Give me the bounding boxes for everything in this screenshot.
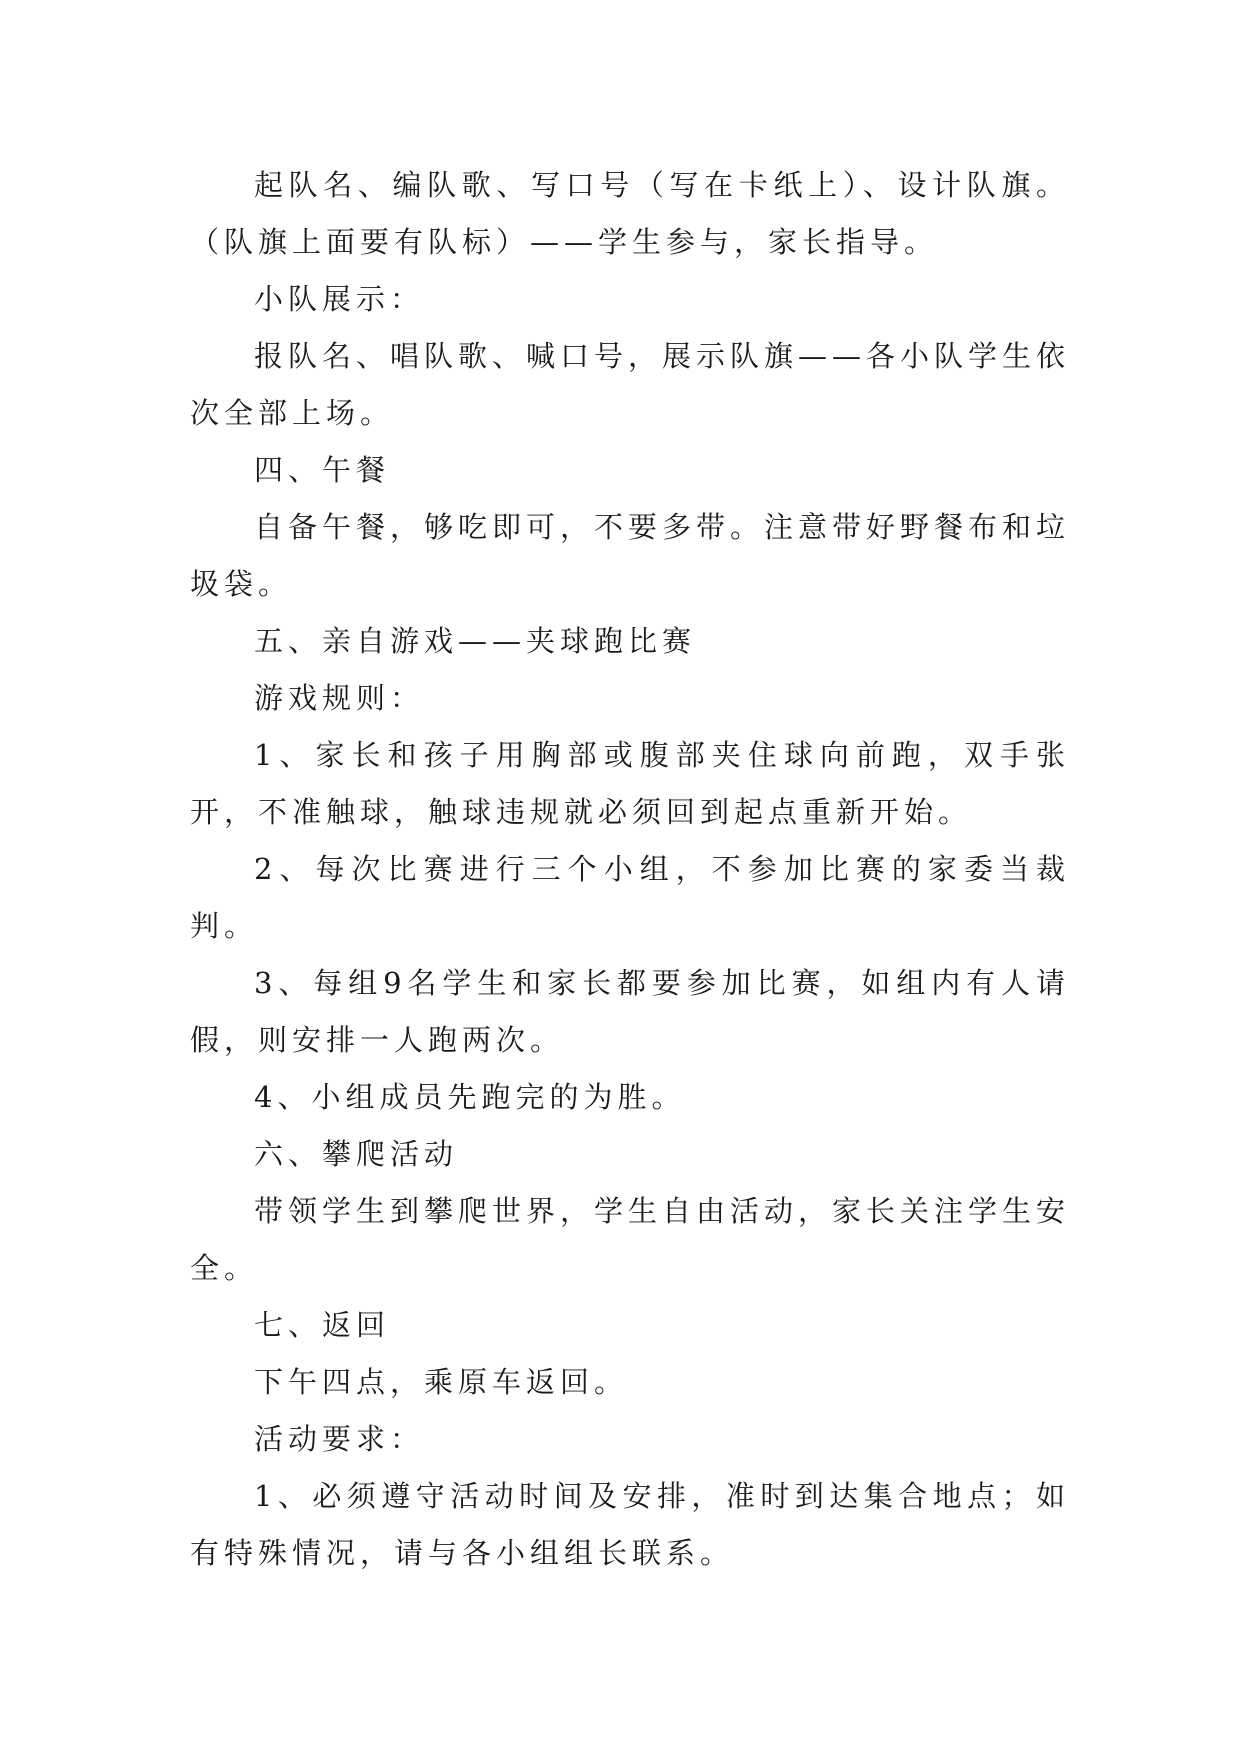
paragraph-requirement-1: 1、必须遵守活动时间及安排，准时到达集合地点；如有特殊情况，请与各小组组长联系。 (190, 1479, 1070, 1570)
paragraph-climbing-detail: 带领学生到攀爬世界，学生自由活动，家长关注学生安全。 (190, 1194, 1071, 1285)
paragraph-lunch-detail: 自备午餐，够吃即可，不要多带。注意带好野餐布和垃圾袋。 (190, 510, 1071, 601)
paragraph-team-preparation: 起队名、编队歌、写口号（写在卡纸上）、设计队旗。（队旗上面要有队标）——学生参与，家长指导。 (190, 168, 1070, 259)
section-heading-lunch: 四、午餐 (254, 453, 391, 487)
section-heading-game: 五、亲自游戏——夹球跑比赛 (254, 624, 697, 658)
section-heading-climbing: 六、攀爬活动 (254, 1137, 459, 1171)
paragraph-return-detail: 下午四点，乘原车返回。 (254, 1365, 629, 1399)
paragraph-rule-1: 1、家长和孩子用胸部或腹部夹住球向前跑，双手张开，不准触球，触球违规就必须回到起点重新开始。 (190, 738, 1070, 829)
document-body (190, 157, 1070, 1582)
paragraph-rule-4: 4、小组成员先跑完的为胜。 (254, 1080, 686, 1114)
paragraph-requirements-heading: 活动要求： (254, 1422, 425, 1456)
paragraph-rule-2: 2、每次比赛进行三个小组，不参加比赛的家委当裁判。 (190, 852, 1070, 943)
section-heading-return: 七、返回 (254, 1308, 391, 1342)
paragraph-rule-3: 3、每组9名学生和家长都要参加比赛，如组内有人请假，则安排一人跑两次。 (190, 966, 1070, 1057)
paragraph-team-show-heading: 小队展示： (254, 282, 425, 316)
paragraph-game-rules-heading: 游戏规则： (254, 681, 425, 715)
paragraph-team-show-detail: 报队名、唱队歌、喊口号，展示队旗——各小队学生依次全部上场。 (190, 339, 1071, 430)
